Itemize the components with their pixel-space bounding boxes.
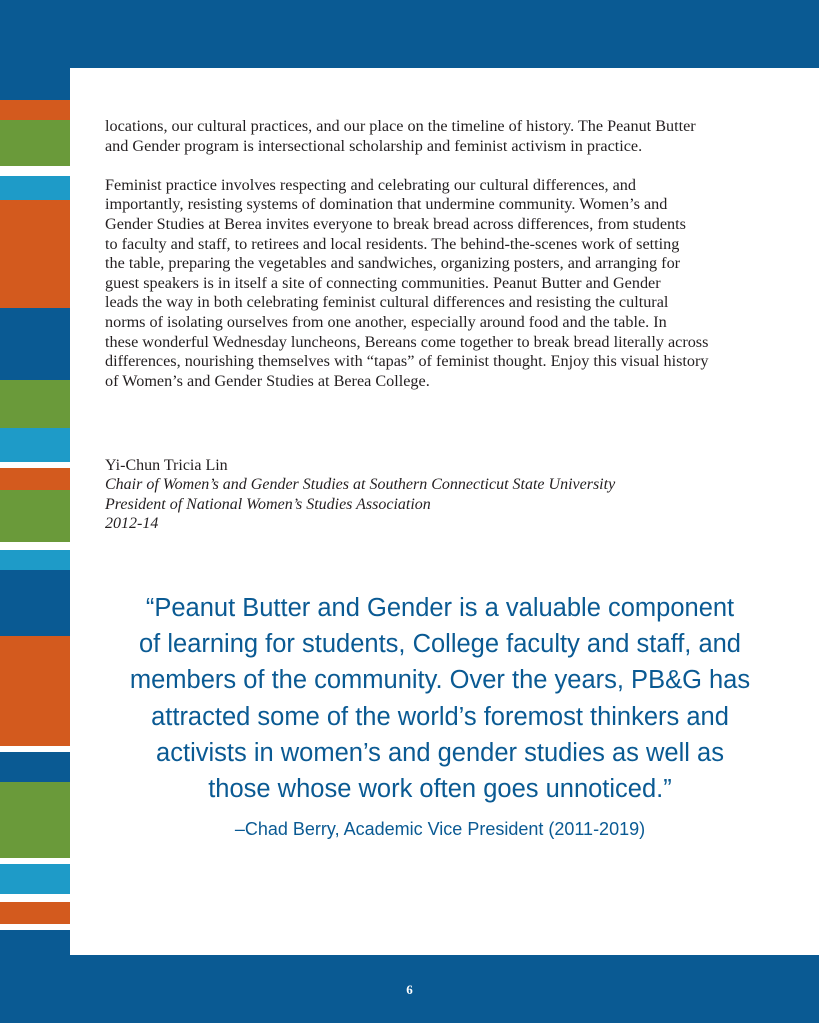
decorative-stripes (0, 68, 70, 955)
stripe-block (0, 542, 70, 550)
text-line: Gender Studies at Berea invites everyone to break bread across differences, from students (105, 214, 686, 233)
quote-line: members of the community. Over the years, PB&G has (129, 666, 751, 695)
stripe-block (0, 380, 70, 428)
quote-attribution: –Chad Berry, Academic Vice President (2011-2019) (234, 819, 646, 839)
stripe-block (0, 308, 70, 380)
stripe-block (0, 570, 70, 636)
stripe-block (0, 930, 70, 955)
text-line: these wonderful Wednesday luncheons, Bereans come together to break bread literally across (105, 332, 709, 351)
stripe-block (0, 100, 70, 120)
text-line: and Gender program is intersectional scholarship and feminist activism in practice. (105, 136, 643, 155)
top-banner (0, 0, 819, 68)
signature-block (105, 456, 735, 534)
stripe-block (0, 200, 70, 308)
stripe-block (0, 902, 70, 924)
stripe-block (0, 894, 70, 902)
quote-line: those whose work often goes unnoticed.” (208, 775, 672, 804)
text-line: to faculty and staff, to retirees and local residents. The behind-the-scenes work of setting (105, 234, 680, 253)
stripe-block (0, 176, 70, 200)
stripe-block (0, 428, 70, 462)
stripe-block (0, 752, 70, 782)
signature-title-1: Chair of Women’s and Gender Studies at Southern Connecticut State University (105, 476, 616, 494)
text-line: norms of isolating ourselves from one another, especially around food and the table. In (105, 312, 667, 331)
quote-line: activists in women’s and gender studies as well as (156, 738, 724, 767)
page-number: 6 (406, 982, 413, 997)
stripe-block (0, 782, 70, 858)
quote-line: “Peanut Butter and Gender is a valuable component (145, 594, 735, 622)
stripe-block (0, 550, 70, 570)
stripe-block (0, 864, 70, 894)
text-line: of Women’s and Gender Studies at Berea College. (105, 371, 430, 390)
signature-name: Yi-Chun Tricia Lin (105, 457, 228, 474)
pull-quote (120, 590, 760, 807)
stripe-block (0, 636, 70, 746)
stripe-block (0, 68, 70, 98)
paragraph-1 (105, 117, 735, 156)
signature-years: 2012-14 (105, 515, 159, 533)
text-line: leads the way in both celebrating feminist cultural differences and resisting the cultural (105, 293, 669, 312)
stripe-block (0, 468, 70, 490)
text-line: the table, preparing the vegetables and sandwiches, organizing posters, and arranging for (105, 254, 681, 273)
stripe-block (0, 120, 70, 166)
quote-line: of learning for students, College faculty and staff, and (139, 630, 741, 659)
stripe-block (0, 490, 70, 542)
text-line: locations, our cultural practices, and our place on the timeline of history. The Peanut Butter (105, 117, 696, 135)
paragraph-2 (105, 176, 735, 392)
quote-line: attracted some of the world’s foremost thinkers and (151, 702, 729, 731)
text-line: importantly, resisting systems of domination that undermine community. Women’s and (105, 195, 668, 214)
signature-title-2: President of National Women’s Studies Association (105, 495, 431, 513)
body-text (105, 117, 735, 391)
text-line: differences, nourishing themselves with “tapas” of feminist thought. Enjoy this visual history (105, 352, 709, 371)
text-line: Feminist practice involves respecting and celebrating our cultural differences, and (105, 175, 636, 194)
stripe-block (0, 166, 70, 176)
text-line: guest speakers is in itself a site of connecting communities. Peanut Butter and Gender (105, 273, 661, 292)
